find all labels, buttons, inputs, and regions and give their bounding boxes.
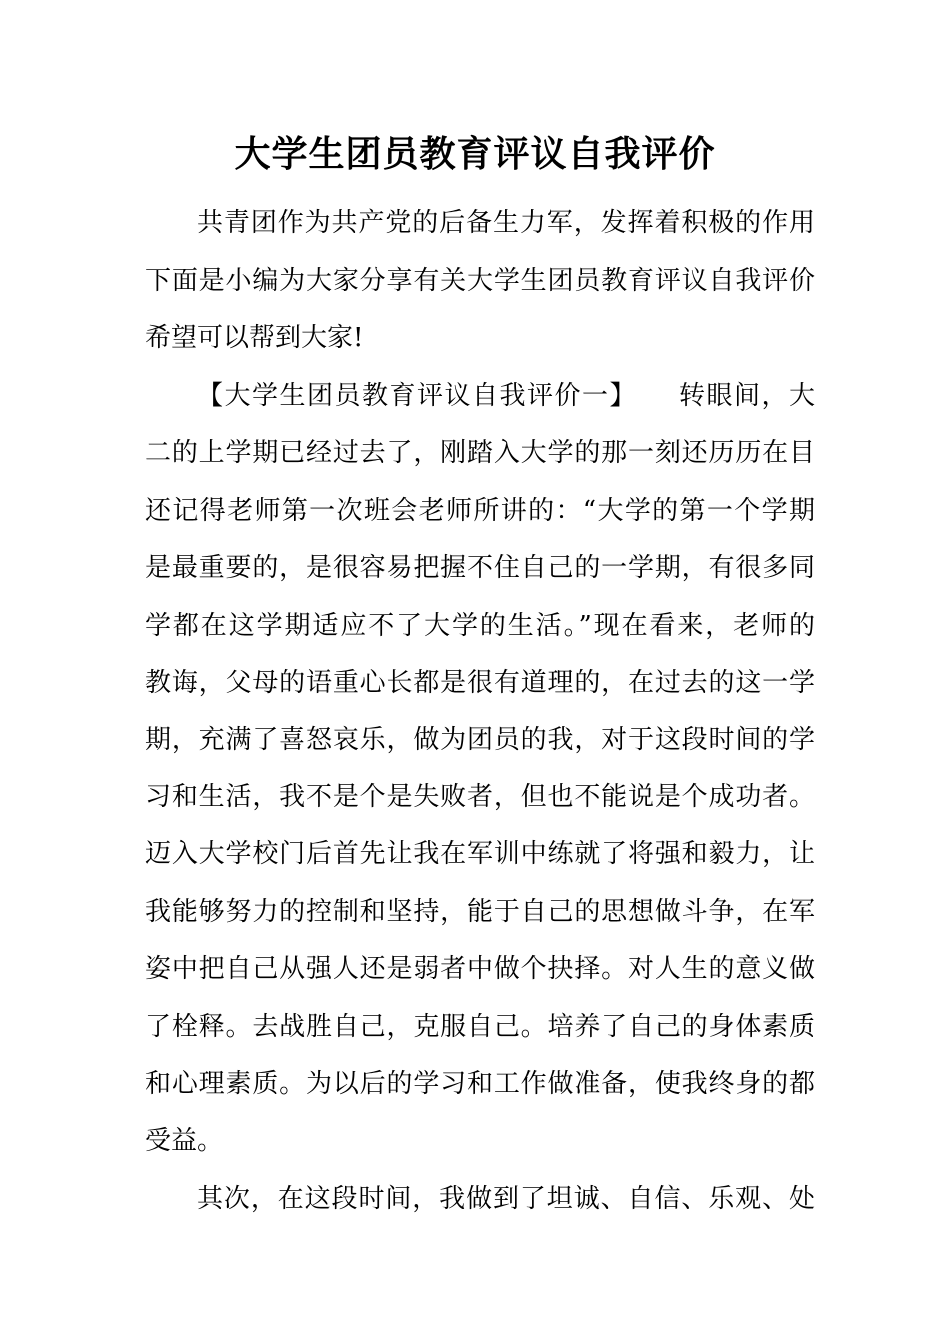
paragraph-line: 教诲，父母的语重心长都是很有道理的，在过去的这一学 [145,668,815,698]
paragraph-line: 了栓释。去战胜自己，克服自己。培养了自己的身体素质 [145,1012,815,1042]
paragraph-line: 迈入大学校门后首先让我在军训中练就了将强和毅力，让 [145,839,815,869]
paragraph-line: 受益。 [145,1126,224,1156]
paragraph-line: 下面是小编为大家分享有关大学生团员教育评议自我评价 [145,266,815,296]
paragraph-line: 希望可以帮到大家! [145,323,364,353]
paragraph-line: 我能够努力的控制和坚持，能于自己的思想做斗争，在军 [145,897,815,927]
paragraph-line: 还记得老师第一次班会老师所讲的：“大学的第一个学期 [145,496,815,526]
page-title: 大学生团员教育评议自我评价 [234,133,716,175]
paragraph-line: 习和生活，我不是个是失败者，但也不能说是个成功者。 [145,782,815,812]
paragraph-line: 姿中把自己从强人还是弱者中做个抉择。对人生的意义做 [145,954,815,984]
paragraph-line: 是最重要的，是很容易把握不住自己的一学期，有很多同 [145,553,815,583]
paragraph-line: 共青团作为共产党的后备生力军，发挥着积极的作用 [197,208,815,238]
paragraph-line: 【大学生团员教育评议自我评价一】 转眼间，大 [197,381,815,411]
paragraph-line: 期，充满了喜怒哀乐，做为团员的我，对于这段时间的学 [145,725,815,755]
paragraph-line: 和心理素质。为以后的学习和工作做准备，使我终身的都 [145,1069,815,1099]
paragraph-line: 二的上学期已经过去了，刚踏入大学的那一刻还历历在目 [145,438,815,468]
paragraph-line: 其次，在这段时间，我做到了坦诚、自信、乐观、处 [197,1184,815,1214]
paragraph-line: 学都在这学期适应不了大学的生活。”现在看来，老师的 [145,611,815,641]
